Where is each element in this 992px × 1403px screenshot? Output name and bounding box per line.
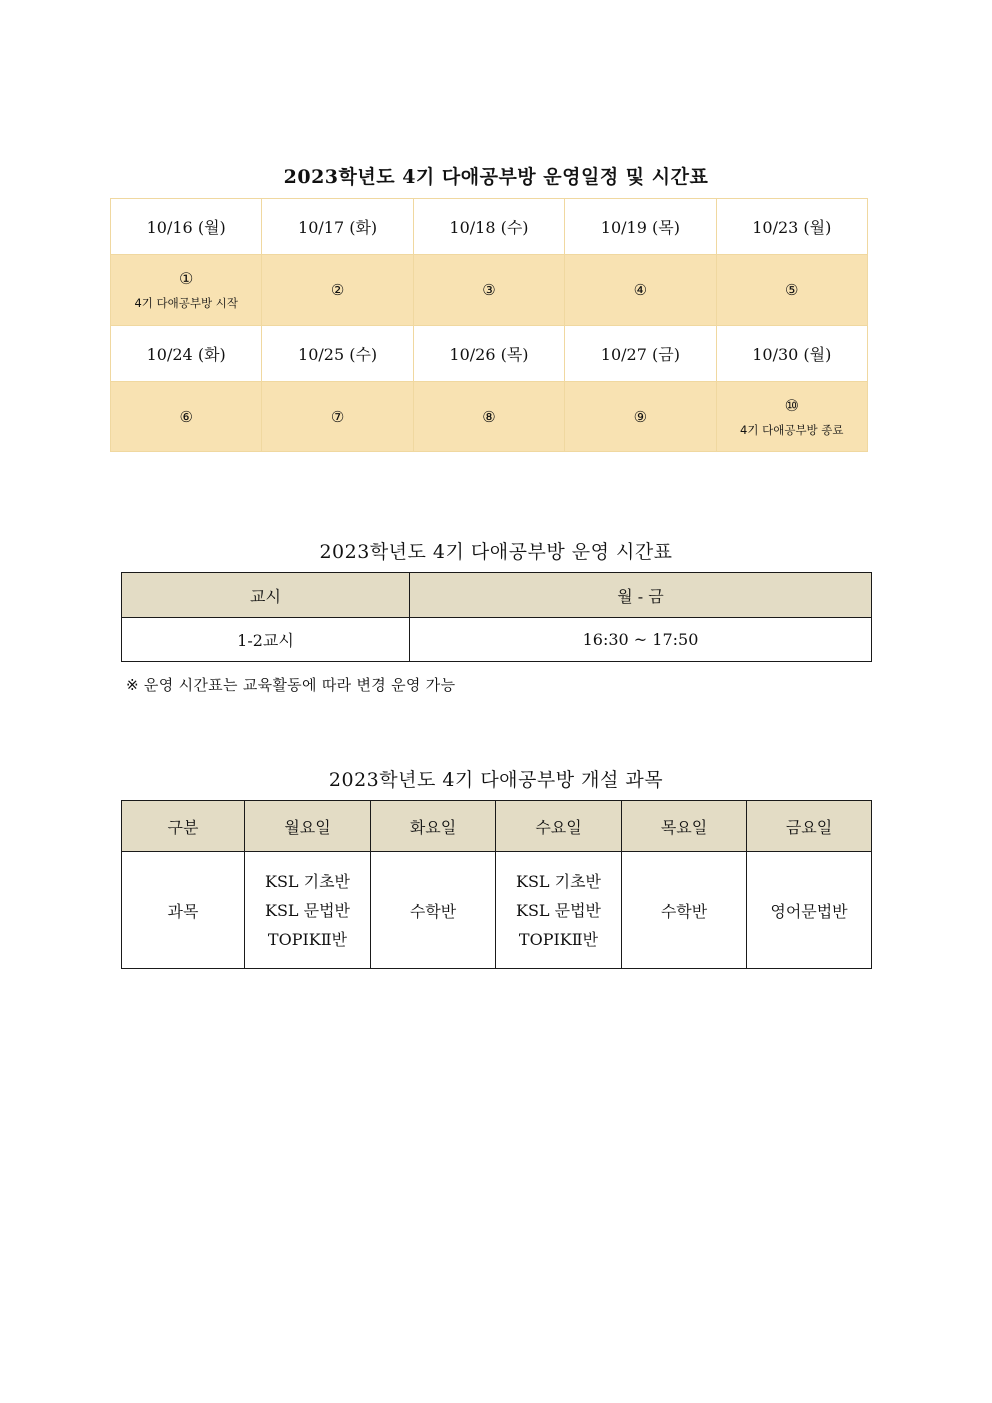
- session-cell: ③: [413, 255, 564, 326]
- courses-table: [121, 800, 872, 969]
- header-cell-days: 월 - 금: [410, 573, 872, 618]
- header-cell: 화요일: [371, 801, 496, 852]
- header-cell: 목요일: [622, 801, 747, 852]
- timetable-header-row: [122, 573, 872, 618]
- timetable-note: ※ 운영 시간표는 교육활동에 따라 변경 운영 가능: [126, 676, 456, 694]
- session-number: ①: [179, 269, 194, 288]
- date-cell: 10/24 (화): [111, 326, 262, 382]
- start-note: 4기 다애공부방 시작: [134, 296, 238, 310]
- date-cell: 10/25 (수): [262, 326, 413, 382]
- schedule-date-row: [111, 199, 868, 255]
- header-cell: 수요일: [496, 801, 622, 852]
- schedule-title: 2023학년도 4기 다애공부방 운영일정 및 시간표: [283, 166, 709, 188]
- period-cell: 1-2교시: [122, 618, 410, 662]
- date-cell: 10/30 (월): [716, 326, 867, 382]
- friday-courses: 영어문법반: [747, 852, 872, 969]
- timetable-table: [121, 572, 872, 662]
- row-label: 과목: [122, 852, 245, 969]
- session-cell: ⑥: [111, 382, 262, 452]
- date-cell: 10/26 (목): [413, 326, 564, 382]
- header-cell: 금요일: [747, 801, 872, 852]
- tuesday-courses: 수학반: [371, 852, 496, 969]
- time-cell: 16:30 ~ 17:50: [410, 618, 872, 662]
- session-cell: ⑦: [262, 382, 413, 452]
- session-cell: ④: [565, 255, 716, 326]
- timetable-row: [122, 618, 872, 662]
- schedule-date-row: [111, 326, 868, 382]
- date-cell: 10/16 (월): [111, 199, 262, 255]
- session-number: ⑩: [784, 395, 799, 415]
- courses-row: [122, 852, 872, 969]
- schedule-table: [110, 198, 868, 452]
- session-cell: [716, 382, 867, 452]
- session-cell: ②: [262, 255, 413, 326]
- date-cell: 10/19 (목): [565, 199, 716, 255]
- header-cell-period: 교시: [122, 573, 410, 618]
- header-cell: 월요일: [245, 801, 371, 852]
- course-item: KSL 기초반: [265, 871, 350, 891]
- wednesday-courses: [496, 852, 622, 969]
- schedule-session-row: [111, 382, 868, 452]
- date-cell: 10/18 (수): [413, 199, 564, 255]
- session-cell: [111, 255, 262, 326]
- thursday-courses: 수학반: [622, 852, 747, 969]
- header-cell: 구분: [122, 801, 245, 852]
- courses-header-row: [122, 801, 872, 852]
- session-cell: ⑤: [716, 255, 867, 326]
- course-item: KSL 문법반: [265, 900, 350, 920]
- schedule-session-row: [111, 255, 868, 326]
- course-item: KSL 문법반: [516, 900, 601, 920]
- date-cell: 10/27 (금): [565, 326, 716, 382]
- courses-title: 2023학년도 4기 다애공부방 개설 과목: [328, 769, 664, 791]
- monday-courses: [245, 852, 371, 969]
- session-cell: ⑨: [565, 382, 716, 452]
- date-cell: 10/17 (화): [262, 199, 413, 255]
- end-note: 4기 다애공부방 종료: [740, 422, 844, 437]
- timetable-title: 2023학년도 4기 다애공부방 운영 시간표: [319, 541, 673, 563]
- date-cell: 10/23 (월): [716, 199, 867, 255]
- course-item: KSL 기초반: [516, 871, 601, 891]
- course-item: TOPIKⅡ반: [518, 929, 599, 949]
- course-item: TOPIKⅡ반: [267, 929, 348, 949]
- session-cell: ⑧: [413, 382, 564, 452]
